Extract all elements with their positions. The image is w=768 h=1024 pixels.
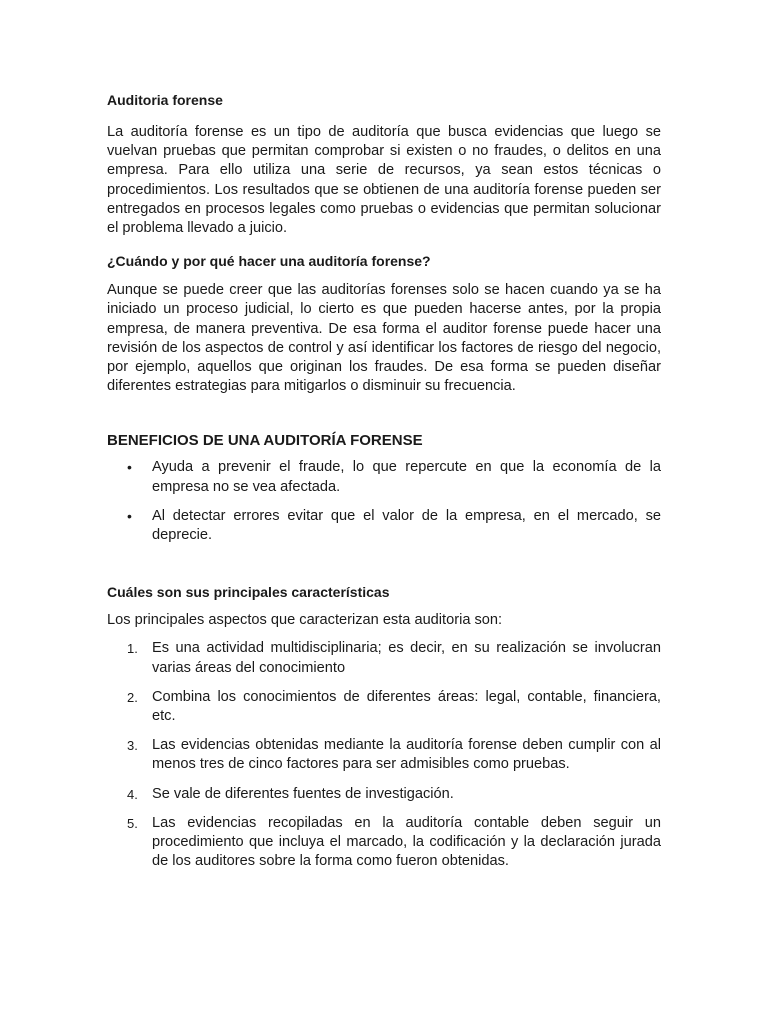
bullet-icon: •	[127, 459, 132, 476]
list-item-text: Las evidencias obtenidas mediante la auditoría forense deben cumplir con al menos tres de cinco factores para ser admisibles como pruebas.	[152, 737, 661, 773]
list-item-text: Ayuda a prevenir el fraude, lo que repercute en que la economía de la empresa no se vea afectada.	[152, 459, 661, 495]
list-number: 3.	[127, 738, 138, 754]
list-item-text: Las evidencias recopiladas en la auditoría contable deben seguir un procedimiento que incluya el marcado, la codificación y la declaración jurada de los auditores sobre la forma como fueron obtenidas.	[152, 814, 661, 870]
list-item	[107, 785, 661, 804]
caracteristicas-list	[107, 639, 661, 871]
list-number: 4.	[127, 786, 138, 802]
section-heading-beneficios: BENEFICIOS DE UNA AUDITORÍA FORENSE	[107, 432, 423, 450]
list-item	[107, 736, 661, 774]
intro-paragraph: La auditoría forense es un tipo de auditoría que busca evidencias que luego se vuelvan pruebas que permitan comprobar si existen o no fraudes, o delitos en una empresa. Para ello utiliza una serie de recursos, ya sean estos técnicas o procedimientos. Los resultados que se obtienen de una auditoría forense pueden ser entregados en procesos legales como pruebas o evidencias que permitan solucionar el problema llevado a juicio.	[107, 124, 661, 237]
section-heading-auditoria-forense: Auditoria forense	[107, 92, 223, 108]
list-item	[107, 688, 661, 726]
section-heading-cuando: ¿Cuándo y por qué hacer una auditoría forense?	[107, 253, 431, 270]
list-item	[107, 814, 661, 872]
list-item	[107, 507, 661, 545]
list-number: 1.	[127, 641, 138, 657]
list-number: 5.	[127, 815, 138, 831]
bullet-icon: •	[127, 507, 132, 524]
list-number: 2.	[127, 689, 138, 705]
list-item-text: Se vale de diferentes fuentes de investigación.	[152, 785, 454, 802]
document-page	[107, 91, 661, 871]
list-item-text: Es una actividad multidisciplinaria; es decir, en su realización se involucran varias áreas del conocimiento	[152, 640, 661, 676]
list-item-text: Combina los conocimientos de diferentes áreas: legal, contable, financiera, etc.	[152, 688, 661, 725]
caracteristicas-intro: Los principales aspectos que caracterizan esta auditoria son:	[107, 612, 503, 629]
list-item	[107, 458, 661, 496]
list-item-text: Al detectar errores evitar que el valor de la empresa, en el mercado, se deprecie.	[152, 507, 661, 544]
list-item	[107, 639, 661, 677]
beneficios-list	[107, 458, 661, 545]
cuando-paragraph: Aunque se puede creer que las auditorías forenses solo se hacen cuando ya se ha iniciado un proceso judicial, lo cierto es que pueden hacerse antes, por la propia empresa, de manera preventiva. De esa forma el auditor forense puede hacer una revisión de los aspectos de control y así identificar los factores de riesgo del negocio, por ejemplo, aquellos que originan los fraudes. De esa forma se pueden diseñar diferentes estrategias para mitigarlos o disminuir su frecuencia.	[107, 282, 661, 395]
section-heading-caracteristicas: Cuáles son sus principales características	[107, 584, 390, 601]
